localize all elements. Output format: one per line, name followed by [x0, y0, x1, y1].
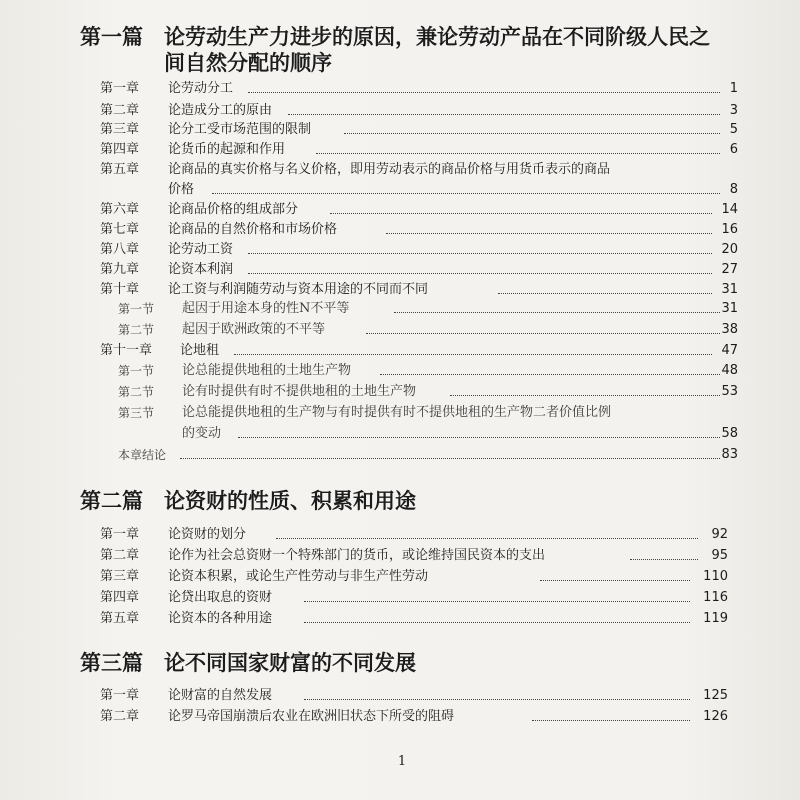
page-number: 47: [721, 343, 738, 358]
section-label: 第三节: [118, 406, 155, 420]
toc-entry[interactable]: [100, 119, 738, 141]
dot-leader: [330, 213, 712, 214]
chapter-title: 论劳动工资: [168, 242, 234, 257]
dot-leader: [276, 538, 698, 539]
dot-leader: [316, 153, 720, 154]
part-label: 第二篇: [80, 488, 143, 513]
page-number: 126: [703, 709, 728, 724]
section-label: 第二节: [118, 385, 155, 399]
page-number: 58: [721, 426, 738, 441]
chapter-title: 论劳动分工: [168, 81, 234, 96]
page-number: 1: [729, 81, 738, 96]
dot-leader: [238, 437, 720, 438]
chapter-label: 第七章: [100, 222, 140, 237]
chapter-title: 论分工受市场范围的限制: [168, 122, 312, 137]
toc-entry[interactable]: [100, 78, 738, 100]
chapter-label: 第一章: [100, 81, 140, 96]
chapter-label: 第五章: [100, 162, 140, 177]
dot-leader: [380, 374, 720, 375]
part-heading: [80, 488, 740, 514]
page-footer-number: 1: [397, 754, 407, 769]
chapter-title: 论贷出取息的资财: [168, 590, 273, 605]
page-number: 110: [703, 569, 728, 584]
chapter-title: 论财富的自然发展: [168, 688, 273, 703]
page-number: 116: [703, 590, 728, 605]
section-label: 第二节: [118, 323, 155, 337]
dot-leader: [366, 333, 720, 334]
dot-leader: [288, 114, 720, 115]
part-title: 论资财的性质、积累和用途: [164, 488, 416, 513]
chapter-label: 第八章: [100, 242, 140, 257]
page-number: 5: [729, 122, 738, 137]
page-number: 53: [721, 384, 738, 399]
dot-leader: [540, 580, 690, 581]
page-number: 31: [721, 282, 738, 297]
page-number: 92: [711, 527, 728, 542]
part-label: 第三篇: [80, 650, 143, 675]
part-heading: [80, 24, 740, 76]
chapter-title: 论资财的划分: [168, 527, 247, 542]
page-number: 3: [729, 103, 738, 118]
toc-entry[interactable]: [100, 685, 728, 707]
part-heading: [80, 650, 740, 676]
section-title-continued: 的变动: [182, 426, 222, 441]
page-number: 38: [721, 322, 738, 337]
toc-entry[interactable]: [100, 524, 728, 546]
chapter-label: 第十一章: [100, 343, 153, 358]
chapter-label: 第三章: [100, 569, 140, 584]
chapter-title-continued: 价格: [168, 182, 195, 197]
chapter-title: 论地租: [180, 343, 220, 358]
chapter-title: 论资本的各种用途: [168, 611, 273, 626]
page-number: 119: [703, 611, 728, 626]
section-label: 第一节: [118, 302, 155, 316]
chapter-title: 论商品价格的组成部分: [168, 202, 299, 217]
toc-entry[interactable]: [100, 706, 728, 728]
toc-entry[interactable]: [100, 219, 738, 241]
chapter-title: 论商品的真实价格与名义价格，即用劳动表示的商品价格与用货币表示的商品: [168, 162, 611, 177]
chapter-label: 第十章: [100, 282, 140, 297]
toc-entry[interactable]: [100, 545, 728, 567]
toc-entry-continuation[interactable]: [100, 179, 738, 201]
toc-entry[interactable]: [100, 239, 738, 261]
section-title: 论总能提供地租的土地生产物: [182, 363, 352, 378]
part-label: 第一篇: [80, 24, 143, 49]
toc-entry[interactable]: [100, 587, 728, 609]
toc-section-entry[interactable]: [118, 381, 738, 403]
chapter-title: 论造成分工的原由: [168, 103, 273, 118]
page-number: 16: [721, 222, 738, 237]
dot-leader: [304, 601, 690, 602]
section-label: 第一节: [118, 364, 155, 378]
dot-leader: [344, 133, 720, 134]
chapter-label: 第二章: [100, 103, 140, 118]
toc-section-entry-continuation[interactable]: [118, 423, 738, 445]
dot-leader: [248, 273, 712, 274]
part-title: 论不同国家财富的不同发展: [164, 650, 416, 675]
chapter-title: 论商品的自然价格和市场价格: [168, 222, 338, 237]
chapter-label: 第一章: [100, 688, 140, 703]
toc-entry[interactable]: [100, 340, 738, 362]
chapter-label: 第一章: [100, 527, 140, 542]
page-number: 27: [721, 262, 738, 277]
chapter-conclusion-label: 本章结论: [118, 448, 167, 462]
toc-entry[interactable]: [118, 444, 738, 466]
dot-leader: [630, 559, 698, 560]
page-number: 95: [711, 548, 728, 563]
section-title: 论总能提供地租的生产物与有时提供有时不提供地租的生产物二者价值比例: [182, 405, 612, 420]
section-title: 起因于用途本身的性N不平等: [182, 301, 350, 316]
part-title-line: 间自然分配的顺序: [164, 50, 332, 75]
page-number: 8: [729, 182, 738, 197]
toc-entry[interactable]: [100, 608, 728, 630]
page-number: 125: [703, 688, 728, 703]
page-number: 14: [721, 202, 738, 217]
part-title: [164, 24, 744, 76]
page-number: 20: [721, 242, 738, 257]
toc-entry[interactable]: [100, 259, 738, 281]
page-number: 6: [729, 142, 738, 157]
section-title: 论有时提供有时不提供地租的土地生产物: [182, 384, 417, 399]
toc-entry[interactable]: [100, 199, 738, 221]
dot-leader: [248, 253, 712, 254]
chapter-label: 第二章: [100, 709, 140, 724]
chapter-label: 第九章: [100, 262, 140, 277]
chapter-label: 第四章: [100, 590, 140, 605]
toc-section-entry[interactable]: [118, 298, 738, 320]
dot-leader: [498, 293, 712, 294]
toc-entry[interactable]: [100, 159, 738, 181]
page-number: 48: [721, 363, 738, 378]
dot-leader: [304, 622, 690, 623]
chapter-title: 论工资与利润随劳动与资本用途的不同而不同: [168, 282, 429, 297]
part-title-line: 论劳动生产力进步的原因，兼论劳动产品在不同阶级人民之: [164, 24, 710, 49]
toc-section-entry[interactable]: [118, 402, 738, 424]
dot-leader: [386, 233, 712, 234]
chapter-label: 第五章: [100, 611, 140, 626]
toc-entry[interactable]: [100, 139, 738, 161]
chapter-title: 论罗马帝国崩溃后农业在欧洲旧状态下所受的阻碍: [168, 709, 455, 724]
section-title: 起因于欧洲政策的不平等: [182, 322, 326, 337]
dot-leader: [212, 193, 720, 194]
dot-leader: [234, 354, 712, 355]
chapter-title: 论作为社会总资财一个特殊部门的货币，或论维持国民资本的支出: [168, 548, 546, 563]
dot-leader: [450, 395, 720, 396]
dot-leader: [180, 458, 720, 459]
toc-section-entry[interactable]: [118, 319, 738, 341]
dot-leader: [532, 720, 690, 721]
chapter-label: 第二章: [100, 548, 140, 563]
chapter-title: 论货币的起源和作用: [168, 142, 286, 157]
page-number: 31: [721, 301, 738, 316]
page-number: 83: [721, 447, 738, 462]
dot-leader: [394, 312, 720, 313]
toc-entry[interactable]: [100, 566, 728, 588]
dot-leader: [304, 699, 690, 700]
chapter-title: 论资本积累，或论生产性劳动与非生产性劳动: [168, 569, 429, 584]
chapter-title: 论资本利润: [168, 262, 234, 277]
chapter-label: 第六章: [100, 202, 140, 217]
toc-section-entry[interactable]: [118, 360, 738, 382]
chapter-label: 第三章: [100, 122, 140, 137]
chapter-label: 第四章: [100, 142, 140, 157]
dot-leader: [248, 92, 720, 93]
